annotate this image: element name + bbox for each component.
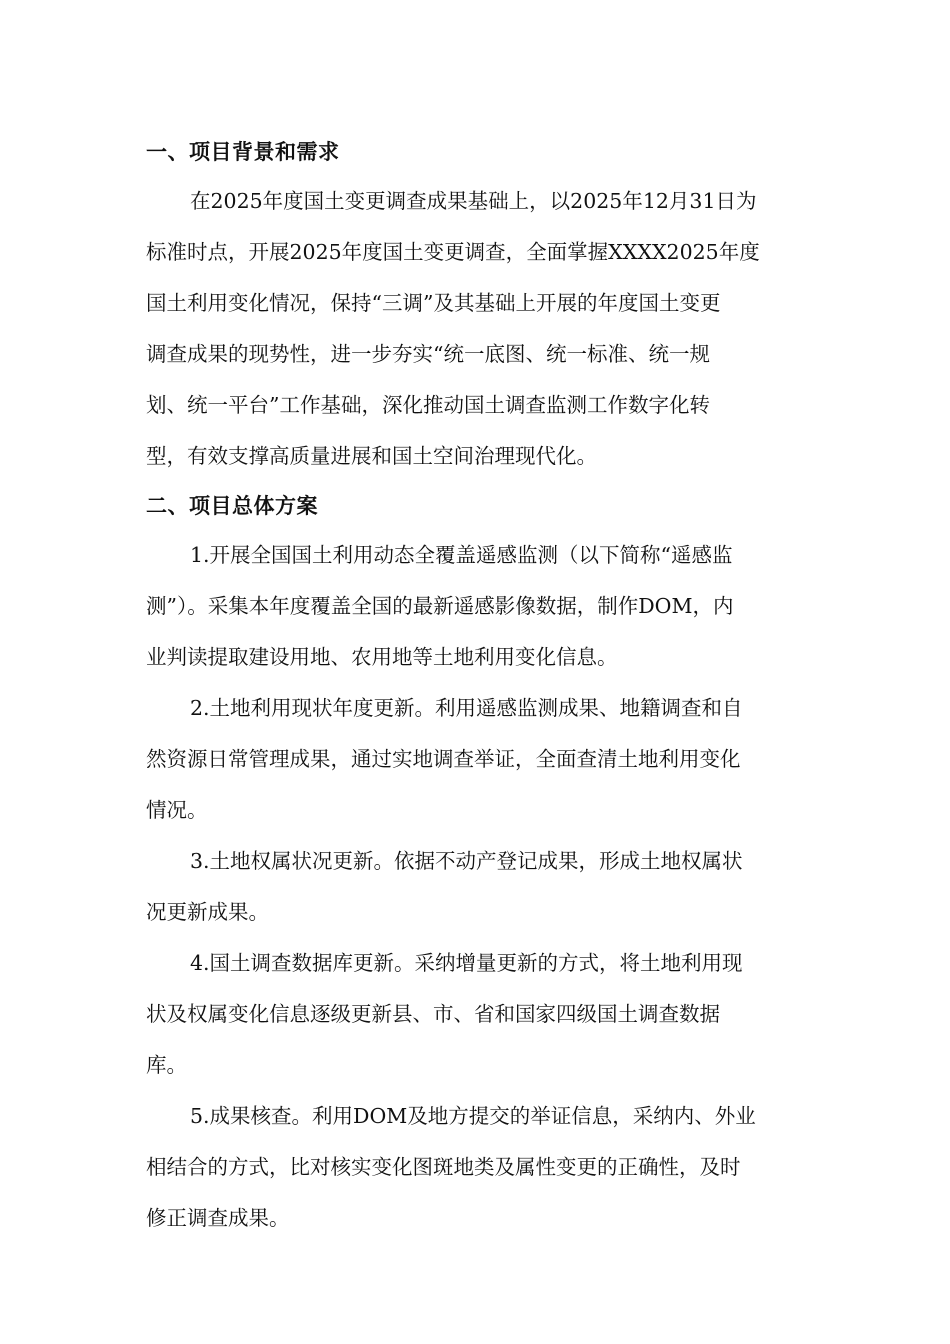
paragraph-line: 在2025年度国土变更调查成果基础上，以2025年12月31日为: [190, 189, 757, 213]
paragraph-line: 1.开展全国国土利用动态全覆盖遥感监测（以下简称“遥感监: [190, 543, 733, 567]
paragraph-item-2: [146, 683, 810, 836]
paragraph-line: 库。: [146, 1053, 187, 1077]
paragraph-line: 修正调查成果。: [146, 1206, 290, 1230]
paragraph-line: 状及权属变化信息逐级更新县、市、省和国家四级国土调查数据: [146, 1002, 720, 1026]
paragraph-line: 然资源日常管理成果，通过实地调查举证，全面查清土地利用变化: [146, 747, 741, 771]
paragraph-item-1: [146, 530, 810, 683]
paragraph-line: 相结合的方式，比对核实变化图斑地类及属性变更的正确性，及时: [146, 1155, 741, 1179]
paragraph-line: 型，有效支撑高质量进展和国土空间治理现代化。: [146, 444, 597, 468]
paragraph-line: 2.土地利用现状年度更新。利用遥感监测成果、地籍调查和自: [190, 696, 743, 720]
section-heading-plan: 二、项目总体方案: [146, 494, 318, 518]
paragraph-line: 4.国土调查数据库更新。采纳增量更新的方式，将土地利用现: [190, 951, 743, 975]
paragraph-item-5: [146, 1091, 810, 1244]
paragraph-line: 况更新成果。: [146, 900, 269, 924]
section-heading-background: 一、项目背景和需求: [146, 140, 340, 164]
paragraph-line: 3.土地权属状况更新。依据不动产登记成果，形成土地权属状: [190, 849, 743, 873]
paragraph-line: 国土利用变化情况，保持“三调”及其基础上开展的年度国土变更: [146, 291, 721, 315]
document-body: [146, 128, 810, 1244]
paragraph-line: 标准时点，开展2025年度国土变更调查，全面掌握XXXX2025年度: [146, 240, 760, 264]
paragraph-item-4: [146, 938, 810, 1091]
paragraph-background: [146, 176, 810, 482]
paragraph-line: 业判读提取建设用地、农用地等土地利用变化信息。: [146, 645, 618, 669]
paragraph-line: 情况。: [146, 798, 208, 822]
paragraph-line: 划、统一平台”工作基础，深化推动国土调查监测工作数字化转: [146, 393, 710, 417]
paragraph-line: 测”）。采集本年度覆盖全国的最新遥感影像数据，制作DOM，内: [146, 594, 734, 618]
paragraph-item-3: [146, 836, 810, 938]
paragraph-line: 调查成果的现势性，进一步夯实“统一底图、统一标准、统一规: [146, 342, 710, 366]
paragraph-line: 5.成果核查。利用DOM及地方提交的举证信息，采纳内、外业: [190, 1104, 756, 1128]
